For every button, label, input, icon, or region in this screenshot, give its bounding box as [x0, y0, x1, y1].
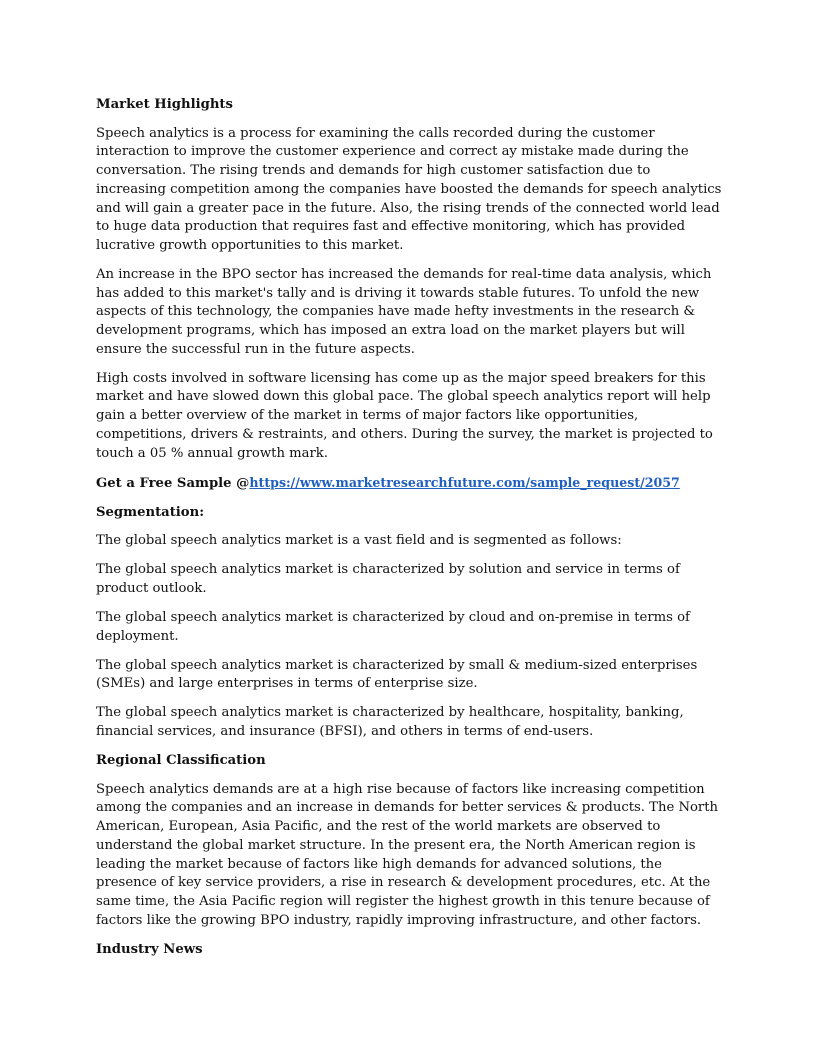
market-highlights-paragraph-3: High costs involved in software licensing has come up as the major speed breakers for this market and have slowed down this global pace. The global speech analytics report will help gain a better overview of the market in terms of major factors like opportunities, competitions, drivers & restraints, and others. During the survey, the market is projected to touch a 05 % annual growth mark. — [96, 370, 713, 461]
market-highlights-paragraph-1: Speech analytics is a process for examining the calls recorded during the customer interaction to improve the customer experience and correct ay mistake made during the conversation. The rising trends and demands for high customer satisfaction due to increasing competition among the companies have boosted the demands for speech analytics and will gain a greater pace in the future. Also, the rising trends of the connected world lead to huge data production that requires fast and effective monitoring, which has provided lucrative growth opportunities to this market. — [96, 125, 722, 253]
regional-paragraph-1: Speech analytics demands are at a high rise because of factors like increasing competition among the companies and an increase in demands for better services & products. The North American, European, Asia Pacific, and the rest of the world markets are observed to understand the global market structure. In the present era, the North American region is leading the market because of factors like high demands for advanced solutions, the presence of key service providers, a rise in research & development procedures, etc. At the same time, the Asia Pacific region will register the highest growth in this tenure because of factors like the growing BPO industry, rapidly improving infrastructure, and other factors. — [96, 781, 719, 928]
segmentation-paragraph-4: The global speech analytics market is characterized by small & medium-sized enterprises (SMEs) and large enterprises in terms of enterprise size. — [96, 657, 698, 692]
free-sample-label: Get a Free Sample @ — [96, 475, 250, 491]
industry-news-heading: Industry News — [96, 941, 203, 957]
free-sample-line — [96, 474, 722, 494]
document-page — [96, 96, 722, 969]
segmentation-heading: Segmentation: — [96, 504, 205, 520]
sample-request-link[interactable]: https://www.marketresearchfuture.com/sample_request/2057 — [249, 474, 680, 490]
segmentation-paragraph-3: The global speech analytics market is characterized by cloud and on-premise in terms of deployment. — [96, 609, 690, 644]
segmentation-paragraph-1: The global speech analytics market is a vast field and is segmented as follows: — [96, 533, 622, 549]
market-highlights-heading: Market Highlights — [96, 97, 233, 112]
segmentation-paragraph-5: The global speech analytics market is characterized by healthcare, hospitality, banking, financial services, and insurance (BFSI), and others in terms of end-users. — [96, 705, 684, 740]
segmentation-paragraph-2: The global speech analytics market is characterized by solution and service in terms of product outlook. — [96, 562, 680, 596]
regional-classification-heading: Regional Classification — [96, 753, 266, 769]
market-highlights-paragraph-2: An increase in the BPO sector has increased the demands for real-time data analysis, which has added to this market's tally and is driving it towards stable futures. To unfold the new aspects of this technology, the companies have made hefty investments in the research & development programs, which has imposed an extra load on the market players but will ensure the successful run in the future aspects. — [96, 266, 712, 357]
